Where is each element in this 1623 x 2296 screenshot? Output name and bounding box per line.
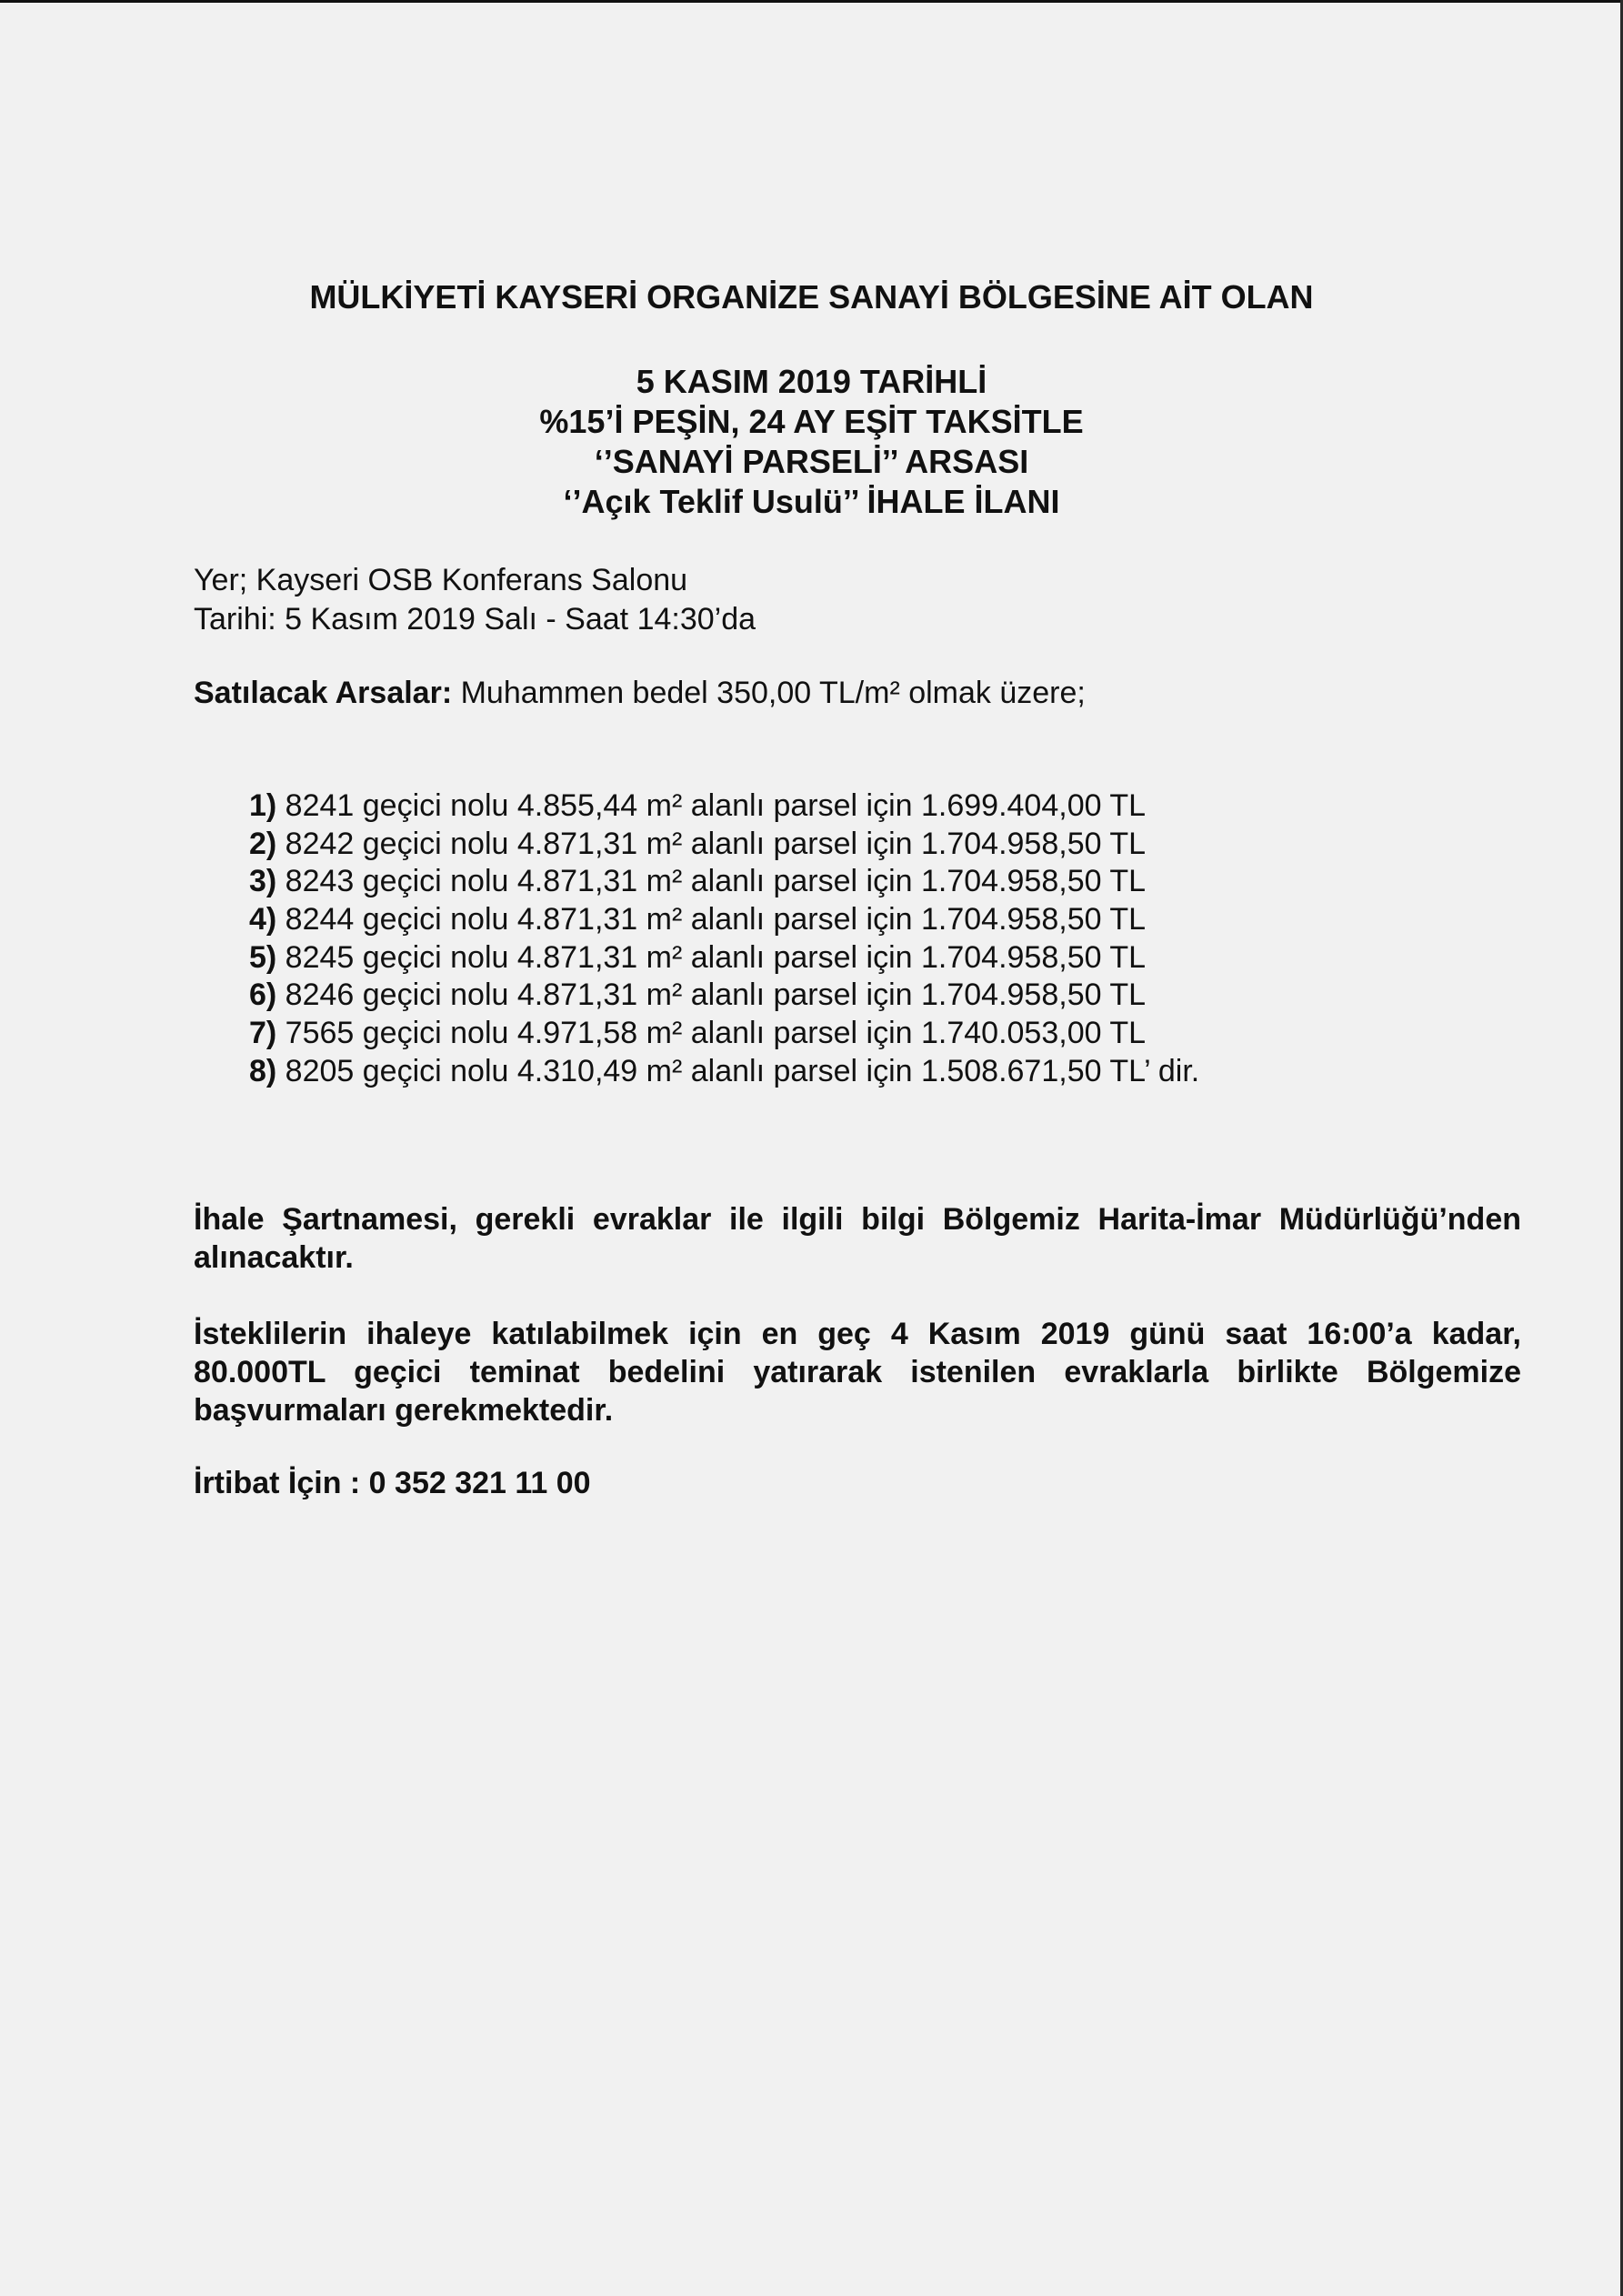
announcement-title [0, 362, 1623, 522]
contact-info: İrtibat İçin : 0 352 321 11 00 [194, 1466, 591, 1500]
lot-text: 8243 geçici nolu 4.871,31 m² alanlı parsel için 1.704.958,50 TL [276, 864, 1147, 899]
lot-number: 2) [249, 826, 277, 861]
lot-number: 4) [249, 902, 277, 937]
lot-item [249, 1015, 1199, 1053]
auction-date: Tarihi: 5 Kasım 2019 Salı - Saat 14:30’da [194, 602, 756, 637]
lot-item [249, 863, 1199, 901]
lot-number: 1) [249, 788, 277, 823]
lot-item [249, 901, 1199, 939]
lot-number: 7) [249, 1016, 277, 1051]
lot-number: 5) [249, 939, 277, 975]
title-line-method: ‘’Açık Teklif Usulü’’ İHALE İLANI [563, 483, 1060, 520]
lot-text: 8244 geçici nolu 4.871,31 m² alanlı parsel için 1.704.958,50 TL [276, 902, 1147, 937]
lot-item [249, 939, 1199, 978]
lots-intro-text: Muhammen bedel 350,00 TL/m² olmak üzere; [452, 676, 1086, 710]
lot-text: 8205 geçici nolu 4.310,49 m² alanlı parsel için 1.508.671,50 TL’ dir. [276, 1053, 1200, 1088]
owner-heading: MÜLKİYETİ KAYSERİ ORGANİZE SANAYİ BÖLGESİNE AİT OLAN [309, 278, 1314, 316]
lot-number: 8) [249, 1053, 277, 1088]
lot-text: 8245 geçici nolu 4.871,31 m² alanlı parsel için 1.704.958,50 TL [276, 939, 1147, 975]
lot-text: 8242 geçici nolu 4.871,31 m² alanlı parsel için 1.704.958,50 TL [276, 826, 1147, 861]
lot-item [249, 1053, 1199, 1091]
lots-list [249, 787, 1199, 1091]
top-border [0, 0, 1623, 3]
specification-notice: İhale Şartnamesi, gerekli evraklar ile ilgili bilgi Bölgemiz Harita-İmar Müdürlüğü’nden alınacaktır. [194, 1202, 1521, 1275]
lot-text: 8241 geçici nolu 4.855,44 m² alanlı parsel için 1.699.404,00 TL [276, 788, 1147, 823]
lot-text: 7565 geçici nolu 4.971,58 m² alanlı parsel için 1.740.053,00 TL [276, 1016, 1147, 1051]
lot-item [249, 977, 1199, 1015]
lot-item [249, 787, 1199, 826]
lot-number: 6) [249, 978, 277, 1013]
title-line-payment: %15’İ PEŞİN, 24 AY EŞİT TAKSİTLE [539, 403, 1084, 440]
lot-number: 3) [249, 864, 277, 899]
title-line-parcel: ‘’SANAYİ PARSELİ’’ ARSASI [594, 443, 1029, 480]
auction-location: Yer; Kayseri OSB Konferans Salonu [194, 563, 688, 597]
lots-label: Satılacak Arsalar: [194, 676, 453, 710]
application-notice: İsteklilerin ihaleye katılabilmek için en geç 4 Kasım 2019 günü saat 16:00’a kadar, 80.000TL geçici teminat bedelini yatırarak istenilen evraklarla birlikte Bölgemize başvurmaları gerekmektedir. [194, 1317, 1521, 1428]
title-line-date: 5 KASIM 2019 TARİHLİ [636, 363, 987, 400]
lot-item [249, 826, 1199, 864]
lot-text: 8246 geçici nolu 4.871,31 m² alanlı parsel için 1.704.958,50 TL [276, 978, 1147, 1013]
lots-intro [194, 674, 1086, 712]
